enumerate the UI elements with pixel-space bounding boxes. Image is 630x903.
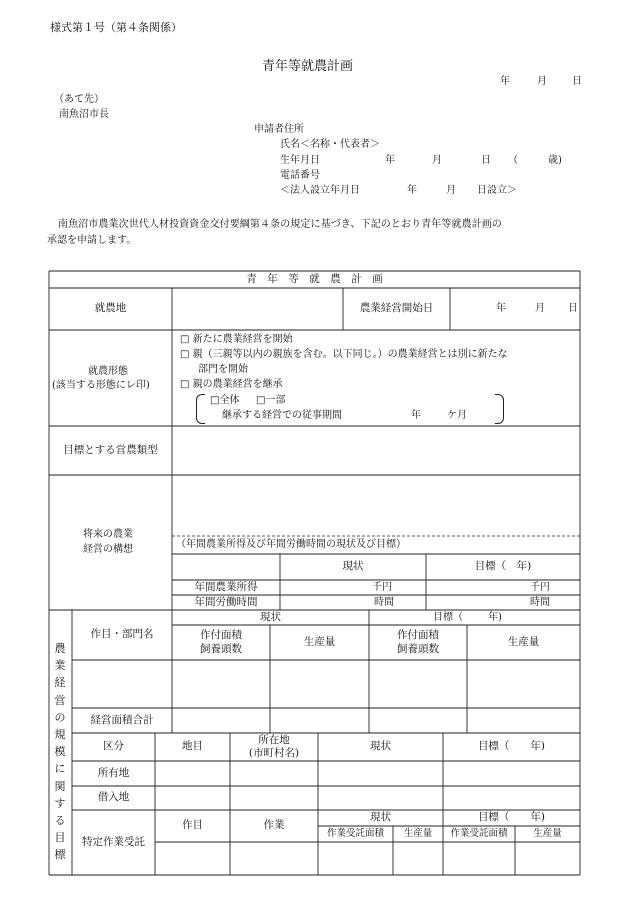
contract-prod-target: 生産量 <box>533 827 562 839</box>
production-header-current: 生産量 <box>303 635 336 648</box>
farming-type-option-new-division-cont: 部門を開始 <box>198 364 248 375</box>
contract-current-header: 現状 <box>370 811 391 824</box>
intro-line-2: 承認を申請します。 <box>47 235 137 246</box>
contract-area-target: 作業受託面積 <box>450 827 508 839</box>
table-heading: 青 年 等 就 農 計 画 <box>246 272 383 285</box>
inherit-years-label: 年 <box>411 410 421 421</box>
area-label-line2: 飼養頭数 <box>200 642 242 655</box>
location-header-line2: (市町村名) <box>248 747 300 759</box>
farming-type-hint: (該当する形態にレ印) <box>52 380 150 391</box>
applicant-address-label: 申請者住所 <box>254 124 304 135</box>
corp-date-label: ＜法人設立年月日 <box>280 185 360 196</box>
applicant-age-label: 歳) <box>548 155 562 166</box>
date-year-label: 年 <box>500 76 510 87</box>
scale-current-header: 現状 <box>260 610 281 623</box>
crop-division-label: 作目・部門名 <box>90 628 154 641</box>
applicant-dob-label: 生年月日 <box>280 155 320 166</box>
annual-income-label: 年間農業所得 <box>194 580 258 593</box>
inherit-part-checkbox[interactable]: □一部 <box>256 395 286 406</box>
corp-date-month: 月 <box>446 185 456 196</box>
land-category-header: 地目 <box>182 740 203 753</box>
applicant-age-open: （ <box>508 155 518 166</box>
start-year-label: 年 <box>496 303 506 314</box>
area-label-line2-target: 飼養頭数 <box>397 642 439 655</box>
contract-crop-header: 作目 <box>182 819 203 832</box>
scale-target-header: 目標（ <box>433 612 463 623</box>
inherit-months-label: ケ月 <box>447 410 467 421</box>
farming-type-option-new[interactable]: □ 新たに農業経営を開始 <box>180 334 293 345</box>
farming-type-option-new-division[interactable]: □ 親（三親等以内の親族を含む。以下同じ。）の農業経営とは別に新たな <box>180 349 508 360</box>
total-area-label: 経営面積合計 <box>90 713 154 726</box>
farm-location-value[interactable] <box>172 288 343 330</box>
applicant-dob-month: 月 <box>432 155 442 166</box>
vision-label-1: 将来の農業 <box>83 529 133 540</box>
page-title: 青年等就農計画 <box>262 59 354 74</box>
contract-work-label: 特定作業受託 <box>82 835 145 848</box>
start-day-label: 日 <box>568 303 578 314</box>
area-label-line1-target: 作付面積 <box>397 628 439 641</box>
addressee-prefix: （あて先） <box>54 94 104 105</box>
inherit-all-checkbox[interactable]: □全体 <box>210 395 240 406</box>
vision-text-area[interactable] <box>172 475 580 536</box>
location-header-line1: 所在地 <box>258 734 290 747</box>
farming-type-option-inherit[interactable]: □ 親の農業経営を継承 <box>180 379 283 390</box>
scale-side-label: 農 業 経 営 の 規 模 に 関 す る 目 標 <box>54 642 66 862</box>
division-header: 区分 <box>103 740 124 753</box>
area-label-line1: 作付面積 <box>200 628 242 641</box>
land-status-header: 現状 <box>370 740 391 753</box>
farming-type-label: 就農形態 <box>88 366 128 377</box>
inherit-period-label: 継承する経営での従事期間 <box>222 410 342 421</box>
location-header <box>230 733 318 761</box>
vision-current-header: 現状 <box>342 560 364 573</box>
hours-current-unit: 時間 <box>374 597 394 608</box>
contract-target-header: 目標（ 年) <box>477 811 546 824</box>
land-target-header: 目標（ 年) <box>477 740 546 753</box>
scale-target-year-close: 年) <box>488 612 502 623</box>
applicant-name-label: 氏名＜名称・代表者＞ <box>280 139 380 150</box>
applicant-phone-label: 電話番号 <box>280 170 320 181</box>
corp-date-day: 日設立＞ <box>477 185 517 196</box>
date-day-label: 日 <box>572 76 582 87</box>
hours-target-unit: 時間 <box>530 597 550 608</box>
income-current-unit: 千円 <box>372 582 392 593</box>
production-header-target: 生産量 <box>507 635 540 648</box>
vision-target-header: 目標（ 年) <box>474 560 532 573</box>
target-type-value[interactable] <box>172 426 580 475</box>
start-date-label: 農業経営開始日 <box>359 302 434 315</box>
applicant-dob-year: 年 <box>385 155 395 166</box>
vision-label-2: 経営の構想 <box>83 544 133 555</box>
target-type-label: 目標とする営農類型 <box>63 443 158 456</box>
vision-note: （年間農業所得及び年間労働時間の現状及び目標） <box>176 539 406 550</box>
area-header-target <box>369 625 467 660</box>
corp-date-year: 年 <box>407 185 417 196</box>
date-month-label: 月 <box>537 76 547 87</box>
leased-land-label: 借入地 <box>97 791 130 804</box>
form-number: 様式第１号（第４条関係） <box>50 21 182 34</box>
contract-area-current: 作業受託面積 <box>326 827 384 839</box>
contract-prod-current: 生産量 <box>403 827 433 839</box>
area-header-current <box>172 625 270 660</box>
owned-land-label: 所有地 <box>97 766 130 779</box>
applicant-dob-day: 日 <box>481 155 491 166</box>
intro-line-1: 南魚沼市農業次世代人材投資資金交付要綱第４条の規定に基づき、下記のとおり青年等就農計画の <box>58 219 502 230</box>
annual-hours-label: 年間労働時間 <box>194 595 258 608</box>
inherit-bracket-right <box>495 394 504 424</box>
farm-location-label: 就農地 <box>94 302 127 315</box>
start-month-label: 月 <box>535 303 545 314</box>
income-target-unit: 千円 <box>530 582 550 593</box>
inherit-bracket-left <box>196 394 205 424</box>
addressee: 南魚沼市長 <box>59 109 109 120</box>
contract-work-header: 作業 <box>263 819 285 832</box>
